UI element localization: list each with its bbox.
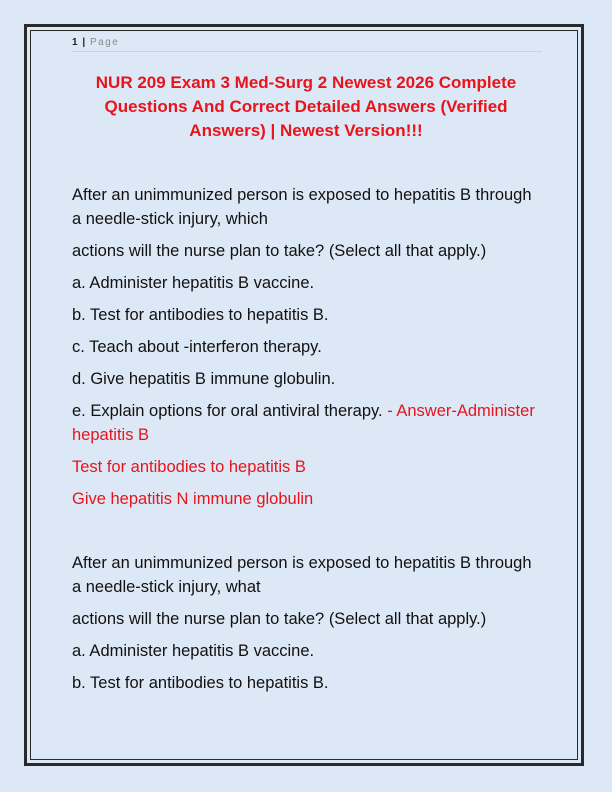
spacer (72, 519, 542, 551)
page-header (72, 36, 542, 52)
answer-option: b. Test for antibodies to hepatitis B. (72, 306, 329, 324)
question-stem-continued: actions will the nurse plan to take? (Select all that apply.) (72, 610, 487, 628)
answer-option: a. Administer hepatitis B vaccine. (72, 642, 315, 660)
correct-answer-line: Give hepatitis N immune globulin (72, 490, 314, 508)
answer-option: b. Test for antibodies to hepatitis B. (72, 674, 329, 692)
question-2 (72, 551, 542, 695)
question-stem-continued: actions will the nurse plan to take? (Select all that apply.) (72, 242, 487, 260)
answer-option: d. Give hepatitis B immune globulin. (72, 370, 336, 388)
correct-answer: - Answer-Administer hepatitis B (72, 402, 535, 444)
document-title: NUR 209 Exam 3 Med-Surg 2 Newest 2026 Complete Questions And Correct Detailed Answers (Verified Answers) | Newest Version!!! (95, 73, 517, 140)
answer-option: a. Administer hepatitis B vaccine. (72, 274, 315, 292)
answer-option-with-answer (72, 399, 542, 447)
header-separator: | (82, 37, 86, 48)
question-stem: After an unimmunized person is exposed to hepatitis B through a needle-stick injury, what (72, 554, 532, 596)
correct-answer-line: Test for antibodies to hepatitis B (72, 458, 306, 476)
question-stem: After an unimmunized person is exposed to hepatitis B through a needle-stick injury, which (72, 186, 532, 228)
answer-option: e. Explain options for oral antiviral therapy. (72, 402, 383, 420)
document-body (72, 183, 542, 703)
answer-option: c. Teach about -interferon therapy. (72, 338, 322, 356)
page-label: Page (89, 37, 120, 48)
question-1 (72, 183, 542, 511)
page-number: 1 (72, 37, 78, 48)
